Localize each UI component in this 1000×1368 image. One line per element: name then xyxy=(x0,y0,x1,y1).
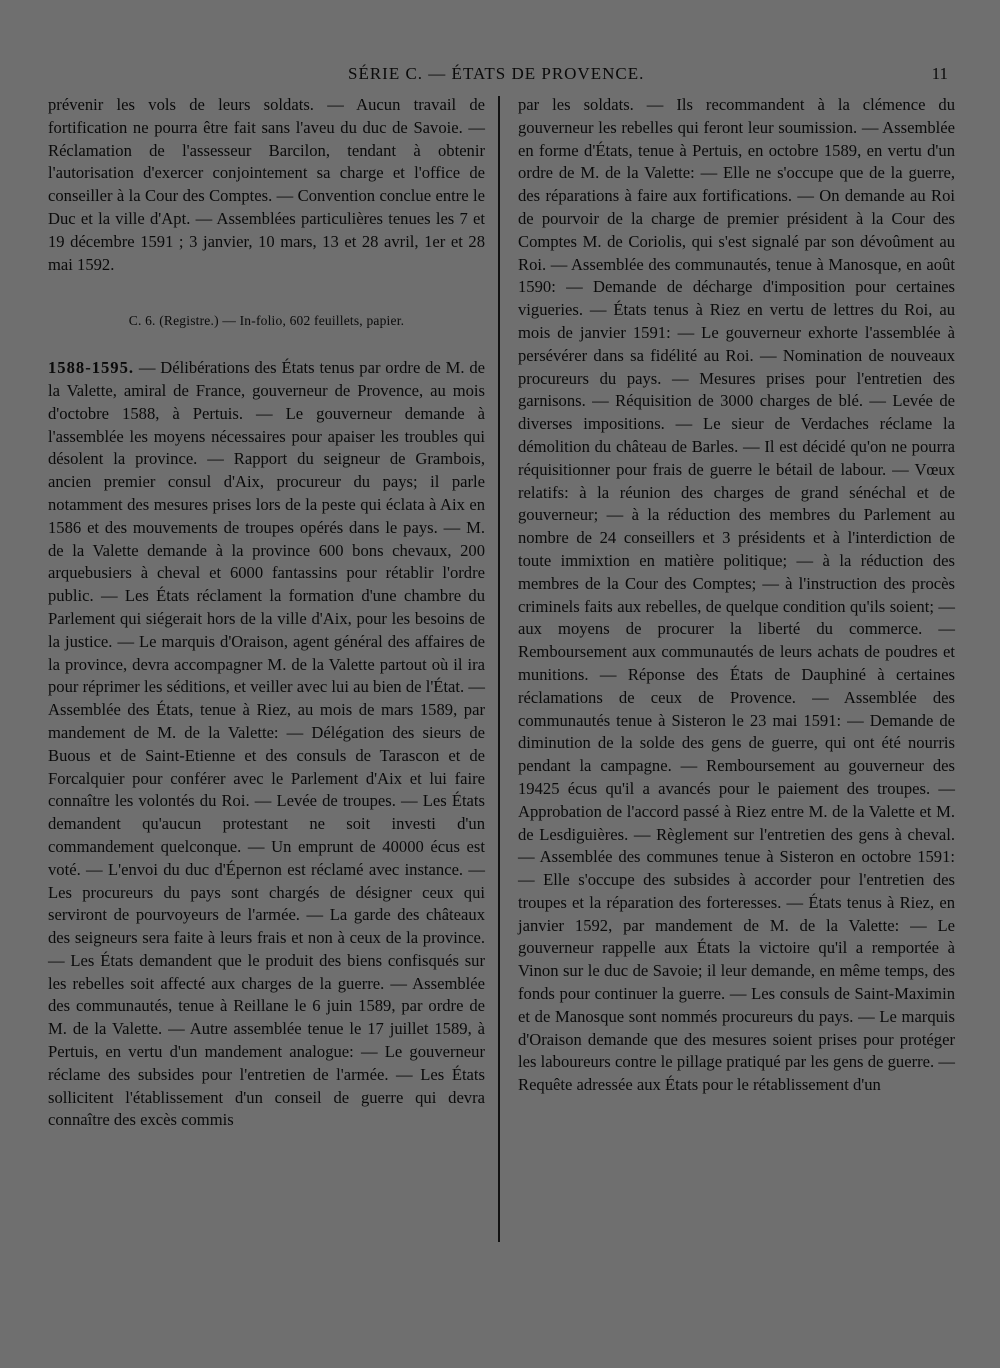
continuation-paragraph: prévenir les vols de leurs soldats. — Aucun travail de fortification ne pourra être fait sans l'aveu du duc de Savoie. — Réclamation de l'assesseur Barcilon, tendant à obtenir l'autorisation d'exercer conjointement sa charge et l'office de conseiller à la Cour des Comptes. — Convention conclue entre le Duc et la ville d'Apt. — Assemblées particulières tenues les 7 et 19 décembre 1591 ; 3 janvier, 10 mars, 13 et 28 avril, 1er et 28 mai 1592. xyxy=(48,95,485,274)
left-column xyxy=(48,94,485,1132)
entry-text: — Délibérations des États tenus par ordre de M. de la Valette, amiral de France, gouverneur de Provence, au mois d'octobre 1588, à Pertuis. — Le gouverneur demande à l'assemblée les moyens nécessaires pour apaiser les troubles qui désolent la province. — Rapport du seigneur de Grambois, ancien premier consul d'Aix, procureur du pays; il parle notamment des mesures prises lors de la peste qui éclata à Aix en 1586 et des mouvements de troupes opérés dans le pays. — M. de la Valette demande à la province 600 bons chevaux, 200 arquebusiers à cheval et 6000 fantassins pour rétablir l'ordre public. — Les États réclament la formation d'une chambre du Parlement qui siégerait hors de la ville d'Aix, pour les besoins de la justice. — Le marquis d'Oraison, agent général des affaires de la province, devra accompagner M. de la Valette partout où il ira pour réprimer les séditions, et veiller avec lui au bien de l'État. — Assemblée des États, tenue à Riez, au mois de mars 1589, par mandement de M. de la Valette: — Délégation des sieurs de Buous et de Saint-Etienne et des consuls de Tarascon et de Forcalquier pour conférer avec le Parlement d'Aix et lui faire connaître les volontés du Roi. — Levée de troupes. — Les États demandent qu'aucun protestant ne soit investi d'un commandement quelconque. — Un emprunt de 40000 écus est voté. — L'envoi du duc d'Épernon est réclamé avec instance. — Les procureurs du pays sont chargés de désigner ceux qui serviront de pourvoyeurs de l'armée. — La garde des châteaux des seigneurs sera faite à leurs frais et non à ceux de la province. — Les États demandent que le produit des biens confisqués sur les rebelles soit affecté aux charges de la guerre. — Assemblée des communautés, tenue à Reillane le 6 juin 1589, par ordre de M. de la Valette. — Autre assemblée tenue le 17 juillet 1589, à Pertuis, en vertu d'un mandement analogue: — Le gouverneur réclame des subsides pour l'entretien de l'armée. — Les États sollicitent l'établissement d'un conseil de guerre qui devra connaître des excès commis xyxy=(48,358,485,1130)
running-header xyxy=(0,64,1000,90)
entry-paragraph xyxy=(48,357,485,1132)
header-title: SÉRIE C. — ÉTATS DE PROVENCE. xyxy=(348,64,645,83)
page-number: 11 xyxy=(931,64,948,83)
entry-date: 1588-1595. xyxy=(48,358,135,378)
right-paragraph: par les soldats. — Ils recommandent à la clémence du gouverneur les rebelles qui feront leur soumission. — Assemblée en forme d'États, tenue à Pertuis, en octobre 1589, en vertu d'un ordre de M. de la Valette: — Elle ne s'occupe que de la guerre, des réparations à faire aux fortifications. — On demande au Roi de pourvoir de la charge de premier président à la Cour des Comptes M. de Coriolis, qui s'est signalé par son dévoûment au Roi. — Assemblée des communautés, tenue à Manosque, en août 1590: — Demande de décharge d'imposition pour certaines vigueries. — États tenus à Riez en vertu de lettres du Roi, au mois de janvier 1591: — Le gouverneur exhorte l'assemblée à persévérer dans sa fidélité au Roi. — Nomination de nouveaux procureurs du pays. — Mesures prises pour l'entretien des garnisons. — Réquisition de 3000 charges de blé. — Levée de diverses impositions. — Le sieur de Verdaches réclame la démolition du château de Barles. — Il est décidé qu'on ne pourra réquisitionner pour frais de guerre le bétail de labour. — Vœux relatifs: à la réunion des charges de grand sénéchal et de gouverneur; — à la réduction des membres du Parlement au nombre de 24 conseillers et 3 présidents et à l'interdiction de toute immixtion en matière politique; — à la réduction des membres de la Cour des Comptes; — à l'instruction des procès criminels faits aux rebelles, de quelque condition qu'ils soient; — aux moyens de procurer la liberté du commerce. — Remboursement aux communautés de leurs achats de poudres et munitions. — Réponse des États de Dauphiné à certaines réclamations de ceux de Provence. — Assemblée des communautés tenue à Sisteron le 23 mai 1591: — Demande de diminution de la solde des gens de guerre, qui ont été nourris pendant la campagne. — Remboursement au gouverneur des 19425 écus qu'il a avancés pour le paiement des troupes. — Approbation de l'accord passé à Riez entre M. de la Valette et M. de Lesdiguières. — Règlement sur l'entretien des gens à cheval. — Assemblée des communes tenue à Sisteron en octobre 1591: — Elle s'occupe des subsides à accorder pour l'entretien des troupes et la réparation des forteresses. — États tenus à Riez, en janvier 1592, par mandement de M. de la Valette: — Le gouverneur rappelle aux États la victoire qu'il a remportée à Vinon sur le duc de Savoie; il leur demande, en même temps, des fonds pour continuer la guerre. — Les consuls de Saint-Maximin et de Manosque sont nommés procureurs du pays. — Le marquis d'Oraison demande que des mesures soient prises pour protéger les laboureurs contre le pillage pratiqué par les gens de guerre. — Requête adressée aux États pour le rétablissement d'un xyxy=(518,95,955,1095)
column-divider xyxy=(498,96,500,1242)
archive-reference: C. 6. (Registre.) — In-folio, 602 feuillets, papier. xyxy=(128,313,405,329)
right-column xyxy=(518,94,955,1097)
